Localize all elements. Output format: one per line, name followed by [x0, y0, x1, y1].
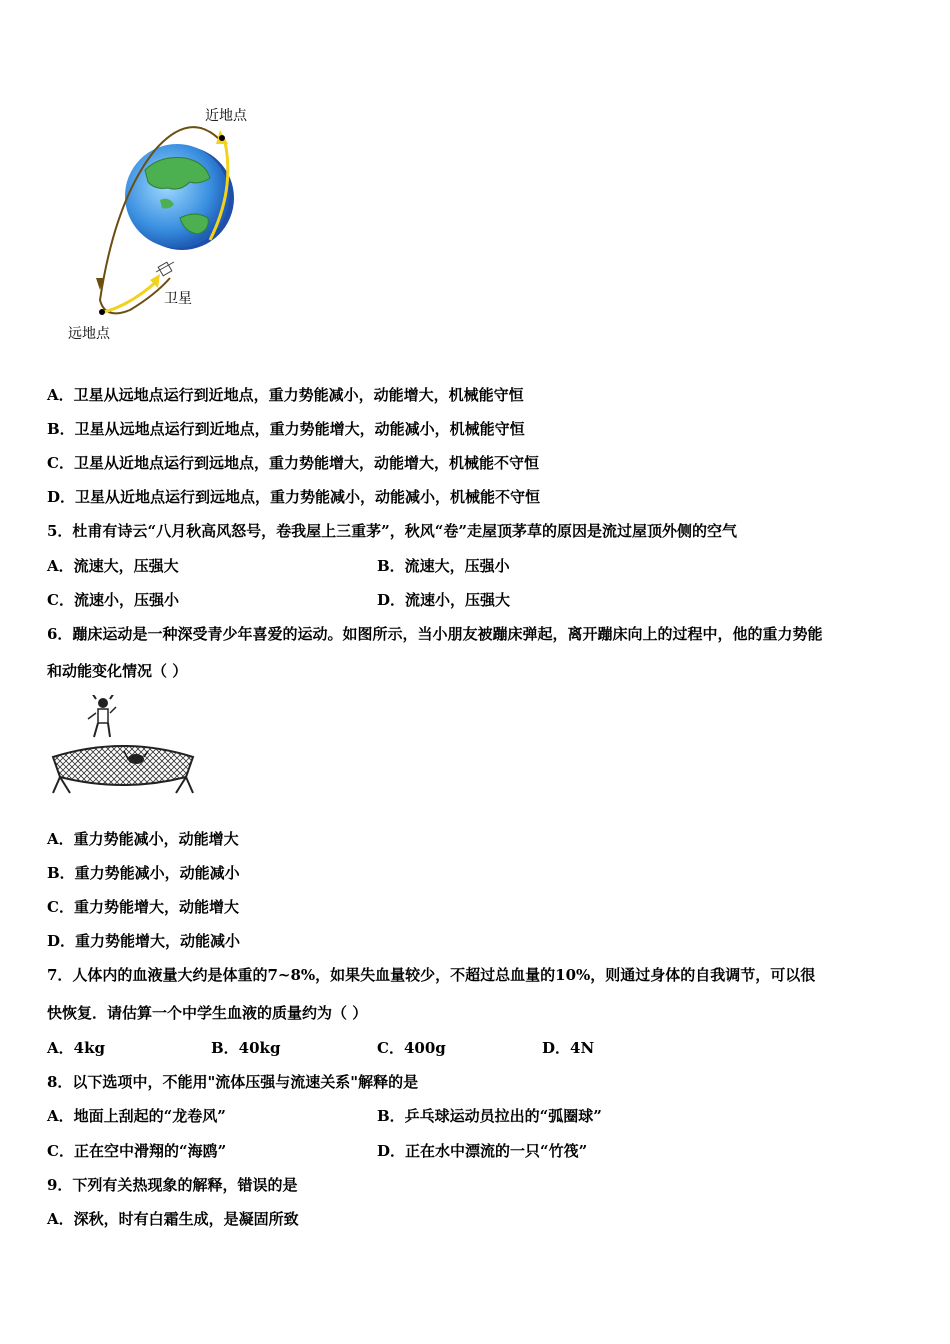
q7-stem-line2: 快恢复．请估算一个中学生血液的质量约为（ ）	[47, 1004, 368, 1022]
q7-stem-line1: 7．人体内的血液量大约是体重的7~8%，如果失血量较少，不超过总血量的10%，则通过身体的自我调节，可以很	[47, 966, 816, 984]
label-perigee: 近地点	[205, 108, 247, 124]
trampoline-figure	[48, 695, 198, 800]
q7-option-c: C．400g	[377, 1039, 446, 1057]
jumping-child-icon	[88, 695, 116, 737]
satellite-orbit-figure	[60, 100, 260, 345]
q6-option-b: B．重力势能减小，动能减小	[47, 864, 240, 882]
q6-option-d: D．重力势能增大，动能减小	[47, 932, 241, 950]
q9-option-a: A．深秋，时有白霜生成，是凝固所致	[47, 1210, 299, 1228]
q4-option-c: C．卫星从近地点运行到远地点，重力势能增大，动能增大，机械能不守恒	[47, 454, 539, 472]
q6-stem-line1: 6．蹦床运动是一种深受青少年喜爱的运动。如图所示，当小朋友被蹦床弹起，离开蹦床向上的过程中，他的重力势能	[47, 625, 823, 643]
q8-option-a: A．地面上刮起的“龙卷风”	[47, 1107, 226, 1125]
q7-option-a: A．4kg	[47, 1039, 105, 1057]
satellite-icon	[156, 262, 174, 276]
q5-option-c: C．流速小，压强小	[47, 591, 179, 609]
q5-option-d: D．流速小，压强大	[377, 591, 511, 609]
q8-stem: 8．以下选项中，不能用"流体压强与流速关系"解释的是	[47, 1073, 419, 1091]
apogee-point	[99, 309, 105, 315]
q7-option-b: B．40kg	[211, 1039, 281, 1057]
perigee-point	[219, 135, 225, 141]
q8-option-b: B．乒乓球运动员拉出的“弧圈球”	[377, 1107, 602, 1125]
q4-option-d: D．卫星从近地点运行到远地点，重力势能减小，动能减小，机械能不守恒	[47, 488, 541, 506]
q4-option-a: A．卫星从远地点运行到近地点，重力势能减小，动能增大，机械能守恒	[47, 386, 524, 404]
q6-option-a: A．重力势能减小，动能增大	[47, 830, 239, 848]
q8-option-c: C．正在空中滑翔的“海鸥”	[47, 1142, 227, 1160]
q6-option-c: C．重力势能增大，动能增大	[47, 898, 239, 916]
label-satellite: 卫星	[164, 291, 192, 307]
q5-option-b: B．流速大，压强小	[377, 557, 510, 575]
q9-stem: 9．下列有关热现象的解释，错误的是	[47, 1176, 298, 1194]
label-apogee: 远地点	[68, 326, 110, 342]
q4-option-b: B．卫星从远地点运行到近地点，重力势能增大，动能减小，机械能守恒	[47, 420, 525, 438]
q5-option-a: A．流速大，压强大	[47, 557, 179, 575]
q6-stem-line2: 和动能变化情况（ ）	[47, 662, 188, 680]
trampoline-net	[53, 746, 193, 785]
q8-option-d: D．正在水中漂流的一只“竹筏”	[377, 1142, 588, 1160]
q7-option-d: D．4N	[542, 1039, 595, 1057]
q5-stem: 5．杜甫有诗云“八月秋高风怒号，卷我屋上三重茅”，秋风“卷”走屋顶茅草的原因是流过屋顶外侧的空气	[47, 522, 737, 540]
